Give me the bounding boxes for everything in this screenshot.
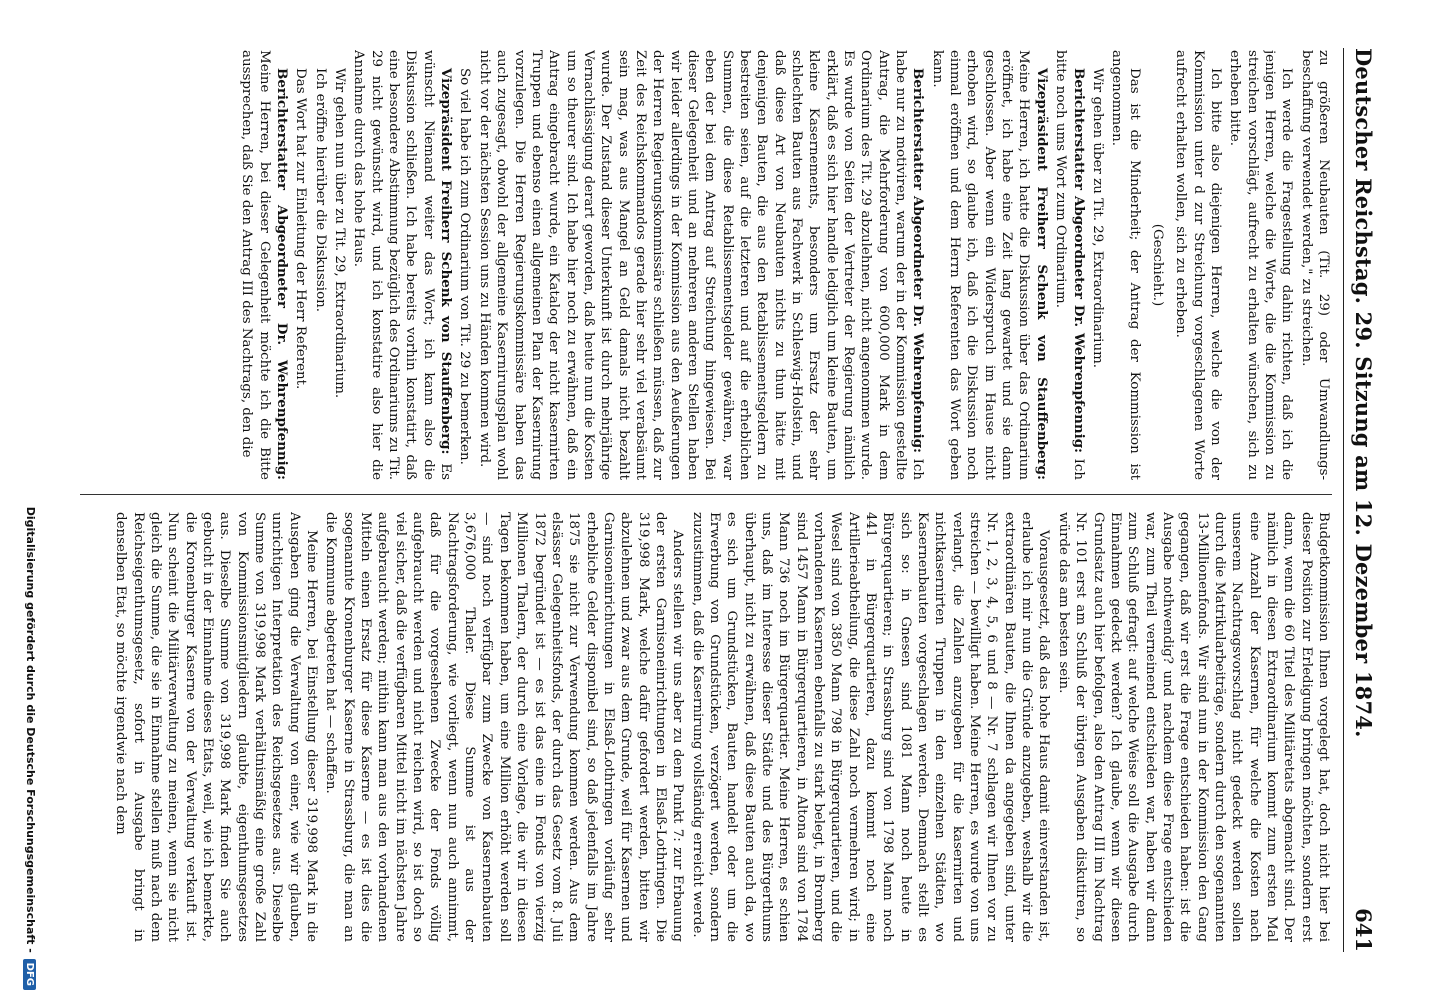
paragraph: [1149, 50, 1166, 480]
paragraph-text: Ich bitte also diejenigen Herren, welche die von der Kommission unter d zur Streichung vorgeschlagenen Worte aufrecht erhalten wollen, sich zu erheben.: [1173, 50, 1223, 480]
paragraph-text: Anders stellen wir uns aber zu dem Punkt 7: zur Erbauung der ersten Garnisoneinrichtungen in Elsaß-Lothringen. Die 319,998 Mark, welche dafür gefordert werden, bitten wir abzulehnen und zwar aus dem Grunde, weil für Kasernen und Garnisoneinrichtungen in Elsaß-Lothringen vorläufig sehr erhebliche Gelder disponibel sind, so daß jedenfalls im Jahre 1875 sie nicht zur Verwendung kommen werden. Aus dem elsässer Gelegenheitsfonds, der durch das Gesetz vom 8. Juli 1872 begründet ist — es ist das eine in Fonds von vierzig Millionen Thalern, der durch eine Vorlage, die wir in diesen Tagen bekommen haben, um eine Million erhöht werden soll — sind noch verfügbar zum Zwecke von Kasernenbauten 3,676,000 Thaler. Diese Summe ist aus der Nachtragsforderung, wie vorliegt, wenn nun auch annimmt, daß für die vorgesehenen Zwecke der Fonds völlig aufgebraucht werden und nicht reichen wird, so ist doch so viel sicher, daß die verfügbaren Mittel nicht im nächsten Jahre aufgebraucht werden; mithin kann man aus den vorhandenen Mitteln einen Ersatz für diese Kaserne — es ist dies die sogenannte Kronenburger Kaserne in Strassburg, die man an die Kommune abgetreten hat — schaffen.: [323, 512, 686, 942]
paragraph: [1297, 50, 1332, 480]
paragraph: [688, 512, 1052, 942]
paragraph-text: Budgetkommission Ihnen vorgelegt hat, doch nicht hier bei dieser Position zur Erledigung bringen möchten, sondern erst dann, wenn die 60 Titel des Militäretats abgemacht sind. Der nämlich in diesen Extraordinarium kommt zum ersten Mal eine Anzahl der Kasernen, für welche die Kosten nach unserem Nachtragsvorschlag nicht gedeckt werden sollen durch die Matrikularbeiträge, sondern durch den sogenannten 13-Millionenfonds. Wir sind nun in der Kommission den Gang gegangen, daß wir erst die Frage entschieden haben: ist die Ausgabe nothwendig? und nachdem diese Frage entschieden war, zum Theil verneinend entschieden war, haben wir dann zum Schluß gefragt: auf welche Weise soll die Ausgabe durch Einnahmen gedeckt werden? Ich glaube, wenn wir diesen Grundsatz auch hier befolgen, also den Antrag III im Nachtrag Nr. 101 erst am Schluß der übrigen Ausgaben diskutiren, so würde das am besten sein.: [1055, 512, 1331, 942]
paragraph-text: Vorausgesetzt, daß das hohe Haus damit einverstanden ist, erlaube ich mir nun die Gründe anzugeben, weshalb wir die extraordinären Bauten, die Ihnen da angegeben sind, unter Nr. 1, 2, 3, 4, 5, 6 und 8 — Nr. 7 schlagen wir Ihnen vor zu streichen — bewilligt haben. Meine Herren, es wurde von uns verlangt, die Zahlen anzugeben für die kasernirten und nichtkasernirten Truppen in den einzelnen Städten, wo Kasernenbauten vorgeschlagen werden. Demnach stellt es sich so: in Gnesen sind 1081 Mann noch heute in Bürgerquartieren; in Strassburg sind von 1798 Mann noch 441 in Bürgerquartieren, dazu kommt noch eine Artillerieabtheilung, die diese Zahl noch vermehren wird; in Wesel sind von 3850 Mann 798 in Bürgerquartieren, und die vorhandenen Kasernen ebenfalls zu stark belegt, in Bromberg sind 1457 Mann in Bürgerquartieren, in Altona sind von 1784 Mann 736 noch im Bürgerquartier. Meine Herren, es schien uns, daß im Interesse dieser Städte und des Bürgerthums überhaupt, nicht zu erwähnen, daß diese Bauten auch da, wo es sich um Grundstücken, Bauten handelt oder um die Erwerbung von Grundstücken, verzögert werden, sondern zuzustimmen, daß die Kasernirung vollständig erreicht werde.: [689, 512, 1052, 942]
speaker-name: Berichterstatter Abgeordneter Dr. Wehrenpfennig:: [1070, 68, 1087, 454]
paragraph: [1172, 50, 1224, 480]
page-number: 641: [1351, 908, 1377, 952]
paragraph-text: Das Wort hat zur Einleitung der Herr Referent.: [293, 68, 309, 390]
paragraph-text: So viel habe ich zum Ordinarium von Tit. 29 zu bemerken.: [457, 68, 473, 465]
speaker-name: Berichterstatter Abgeordneter Dr. Wehrenpfennig:: [274, 68, 291, 480]
paragraph-text: Es wünscht Niemand weiter das Wort; ich kann also die Diskussion schließen. Ich habe bereits vorhin konstatirt, daß eine besondere Abstimmung bezüglich des Ordinariums zu Tit. 29 nicht gewünscht wird, und ich konstatire also hier die Annahme durch das hohe Haus.: [351, 50, 454, 480]
paragraph: [311, 50, 328, 480]
paragraph: [238, 50, 290, 480]
paragraph-text: Ich eröffne hierüber die Diskussion.: [312, 68, 328, 313]
paragraph: [112, 512, 320, 942]
speaker-name: Vizepräsident Freiherr Schenk von Stauffenberg:: [438, 68, 455, 455]
paragraph-text: Ich bitte noch ums Wort zum Ordinarium.: [1053, 50, 1086, 480]
left-text-column: [80, 50, 1332, 480]
digitization-credit-text: Digitalisierung gefördert durch die Deutsche Forschungsgemeinschaft -: [24, 506, 37, 953]
paragraph-text: Ich werde die Fragestellung dahin richten, daß ich die jenigen Herren, welche die Worte, die die Kommission zu streichen vorschlägt, aufrecht zu erhalten wünschen, sich zu erheben bitte.: [1227, 50, 1295, 480]
paragraph-text: zu größeren Neubauten (Tit. 29) oder Umwandlungsbeschaffung verwendet werden," zu streichen.: [1298, 50, 1331, 480]
right-text-column: [80, 512, 1332, 942]
paragraph-text: Wir gehen nun über zu Tit. 29, Extraordinarium.: [332, 68, 348, 399]
paragraph-text: Meine Herren, ich hatte die Diskussion über das Ordinarium eröffnet, ich habe eine Zeit lang gewartet und sie dann geschlossen. Aber wenn ein Widerspruch im Hause nicht erhoben wird, so glaube ich, daß ich die Diskussion noch einmal eröffnen und dem Herrn Referenten das Wort geben kann.: [929, 50, 1032, 480]
column-divider: [80, 494, 1332, 495]
speaker-name: Vizepräsident Freiherr Schenk von Stauffenberg:: [1033, 68, 1050, 480]
paragraph: [1052, 50, 1087, 480]
paragraph: [1108, 50, 1143, 480]
paragraph: [476, 50, 927, 480]
paragraph: [928, 50, 1049, 480]
paragraph: [292, 50, 309, 480]
paragraph-text: (Geschieht.): [1149, 223, 1165, 307]
paragraph-text: Wir gehen über zu Tit. 29, Extraordinarium.: [1089, 68, 1105, 369]
paragraph-text: Das ist die Minderheit; der Antrag der Kommission ist angenommen.: [1109, 50, 1142, 480]
running-head: Deutscher Reichstag. 29. Sitzung am 12. Dezember 1874.: [1351, 48, 1377, 738]
paragraph-text: Ich habe nur zu motiviren, warum der in der Kommission gestellte Antrag, die Mehrforderung von 600,000 Mark in dem Ordinarium des Tit. 29 abzulehnen, nicht angenommen wurde. Es wurde von Seiten der Vertreter der Regierung nämlich erklärt, daß es sich hier handle lediglich um kleine Bauten, um kleine Kasernements, besonders um Ersatz der sehr schlechten Bauten aus Fachwerk in Schleswig-Holstein, und daß diese Art von Neubauten nichts zu thun hätte mit denjenigen Bauten, die aus den Retablissementsgeldern zu bestreiten seien, auf die letzteren und auf die erheblichen Summen, die diese Retablissementsgelder gewähren, war eben der bei dem Antrag auf Streichung hingewiesen. Bei dieser Gelegenheit und an mehreren anderen Stellen haben wir leider allerdings in der Kommission aus den Aeußerungen der Herren Regierungskommissäre schließen müssen, daß zur Zeit des Reichskommandos gerade hier sehr viel verabsäumt sein mag, was aus Mangel an Geld damals nicht bezahlt wurde. Der Zustand dieser Unterkunft ist durch mehrjährige Vernachlässigung derart geworden, daß heute nun die Kosten um so theurer sind. Ich habe hier noch zu erwähnen, daß ein Antrag eingebracht wurde, ein Katalog der nicht kasernirten Truppen und ebenso einen allgemeinen Plan der Kasernirung vorzulegen. Die Herren Regierungskommissäre haben das auch zugesagt, obwohl der allgemeine Kasernirungsplan wohl nicht vor der nächsten Session uns zu Händen kommen wird.: [476, 50, 926, 480]
page-header: [1343, 48, 1384, 952]
dfg-logo-badge: DFG: [23, 959, 36, 990]
paragraph: [1089, 50, 1106, 480]
paragraph: [350, 50, 454, 480]
paragraph-text: Meine Herren, bei Einstellung dieser 319,998 Mark in die Ausgaben ging die Verwaltung von einer, wie wir glauben, unrichtigen Interpretation des Reichsgesetzes aus. Dieselbe Summe von 319,998 Mark verhältnismäßig eine große Zahl von Kommissionsmitgliedern glaubte, eigenthumsgesetzes aus. Dieselbe Summe von 319,998 Mark finden Sie auch gebucht in der Einnahme dieses Etats, weil, wie ich bemerkte, die Kronenburger Kaserne von der Verwaltung verkauft ist. Nun scheint die Militärverwaltung zu meinen, wenn sie nicht gleich die Summe, die sie in Einnahme stellen muß nach dem Reichseigenthumsgesetz, sofort in Ausgabe bringt in denselben Etat, so möchte irgendwie nach dem: [113, 512, 320, 942]
paragraph: [322, 512, 686, 942]
paragraph-text: Meine Herren, bei dieser Gelegenheit möchte ich die Bitte aussprechen, daß Sie den Antrag III des Nachtrags, den die: [239, 50, 272, 480]
speaker-name: Berichterstatter Abgeordneter Dr. Wehrenpfennig:: [910, 68, 927, 454]
paragraph: [456, 50, 473, 480]
paragraph: [1055, 512, 1333, 942]
digitization-credit: [23, 230, 37, 990]
paragraph: [1226, 50, 1295, 480]
paragraph: [331, 50, 348, 480]
